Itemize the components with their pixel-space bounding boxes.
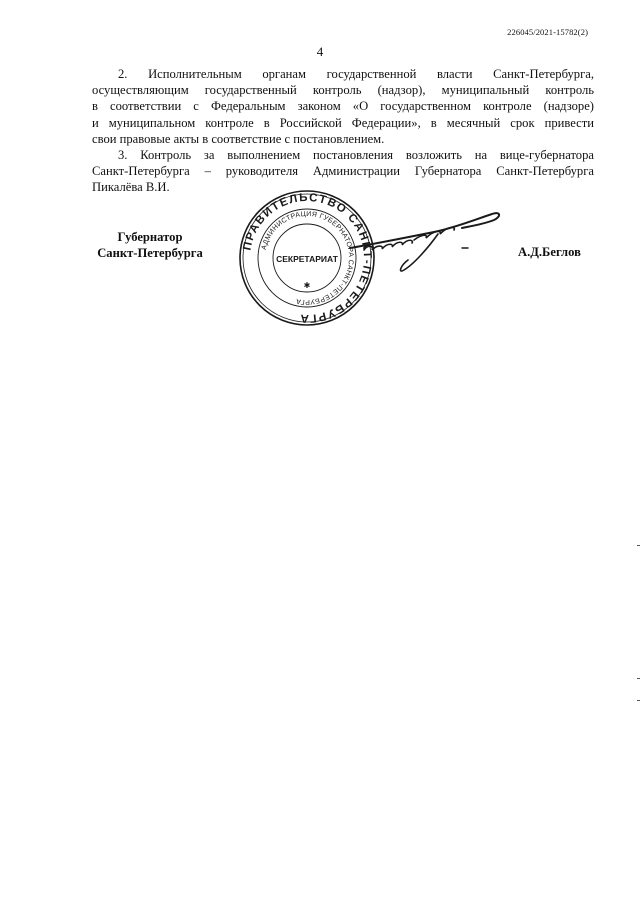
document-number: 226045/2021-15782(2) <box>507 27 588 37</box>
signatory-position <box>90 229 210 261</box>
paragraph-line: Пикалёва В.И. <box>92 180 170 195</box>
paragraph-line: Санкт-Петербурга – руководителя Администрации Губернатора Санкт-Петербурга <box>92 164 594 179</box>
paragraph-line: и муниципальном контроле в Российской Федерации», в месячный срок привести <box>92 115 594 130</box>
document-body <box>92 66 594 196</box>
paragraph-line: 3. Контроль за выполнением постановления возложить на вице-губернатора <box>118 148 594 163</box>
handwritten-signature <box>344 204 504 284</box>
seal-inner-text: АДМИНИСТРАЦИЯ ГУБЕРНАТОРА САНКТ-ПЕТЕРБУРГА <box>260 210 355 306</box>
signatory-region: Санкт-Петербурга <box>97 246 203 260</box>
paragraph-2 <box>92 66 594 147</box>
paragraph-line: свои правовые акты в соответствие с постановлением. <box>92 131 385 146</box>
page-number: 4 <box>316 44 324 59</box>
paragraph-line: 2. Исполнительным органам государственной власти Санкт-Петербурга, <box>118 67 594 81</box>
paragraph-line: осуществляющим государственный контроль (надзор), муниципальный контроль <box>92 83 594 98</box>
seal-outer-text: ПРАВИТЕЛЬСТВО САНКТ-ПЕТЕРБУРГА <box>241 191 374 325</box>
signatory-name: А.Д.Беглов <box>518 245 581 259</box>
svg-text:✱: ✱ <box>303 281 311 290</box>
seal-center-text: СЕКРЕТАРИАТ <box>276 254 338 264</box>
signatory-title: Губернатор <box>117 230 183 244</box>
paragraph-line: в соответствии с Федеральным законом «О государственном контроле (надзоре) <box>92 99 594 114</box>
